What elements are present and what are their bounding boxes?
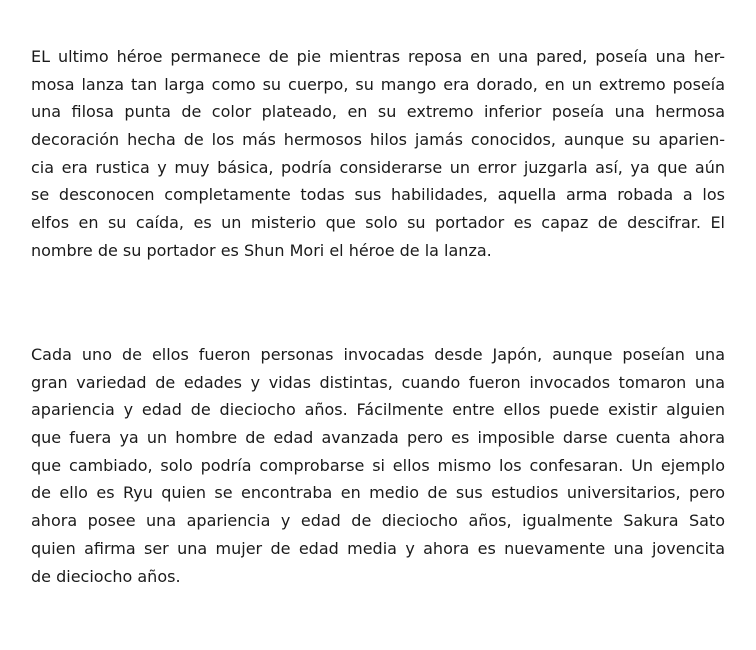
text-line: elfos en su caída, es un misterio que solo su portador es capaz de descifrar. El <box>31 213 725 233</box>
text-line: cia era rustica y muy básica, podría considerarse un error juzgarla así, ya que aún <box>31 157 725 177</box>
paragraph-spear-hero <box>31 43 725 265</box>
text-line: EL ultimo héroe permanece de pie mientras reposa en una pared, poseía una her- <box>31 47 725 66</box>
text-line: quien afirma ser una mujer de edad media y ahora es nuevamente una jovencita <box>31 538 725 558</box>
document-page <box>31 0 725 650</box>
text-line: nombre de su portador es Shun Mori el héroe de la lanza. <box>31 240 492 260</box>
text-line: una filosa punta de color plateado, en su extremo inferior poseía una hermosa <box>31 102 725 122</box>
text-line: se desconocen completamente todas sus habilidades, aquella arma robada a los <box>31 185 725 205</box>
text-line: que fuera ya un hombre de edad avanzada pero es imposible darse cuenta ahora <box>31 428 725 448</box>
text-line: de dieciocho años. <box>31 566 181 586</box>
text-line: de ello es Ryu quien se encontraba en medio de sus estudios universitarios, pero <box>31 483 725 503</box>
text-line: Cada uno de ellos fueron personas invocadas desde Japón, aunque poseían una <box>31 345 725 364</box>
text-line: gran variedad de edades y vidas distintas, cuando fueron invocados tomaron una <box>31 372 725 392</box>
text-line: mosa lanza tan larga como su cuerpo, su mango era dorado, en un extremo poseía <box>31 74 725 94</box>
text-line: decoración hecha de los más hermosos hilos jamás conocidos, aunque su aparien- <box>31 130 725 150</box>
text-line: apariencia y edad de dieciocho años. Fácilmente entre ellos puede existir alguien <box>31 400 725 420</box>
paragraph-summoned-heroes <box>31 341 725 590</box>
text-line: que cambiado, solo podría comprobarse si ellos mismo los confesaran. Un ejemplo <box>31 455 725 475</box>
text-line: ahora posee una apariencia y edad de dieciocho años, igualmente Sakura Sato <box>31 511 725 531</box>
